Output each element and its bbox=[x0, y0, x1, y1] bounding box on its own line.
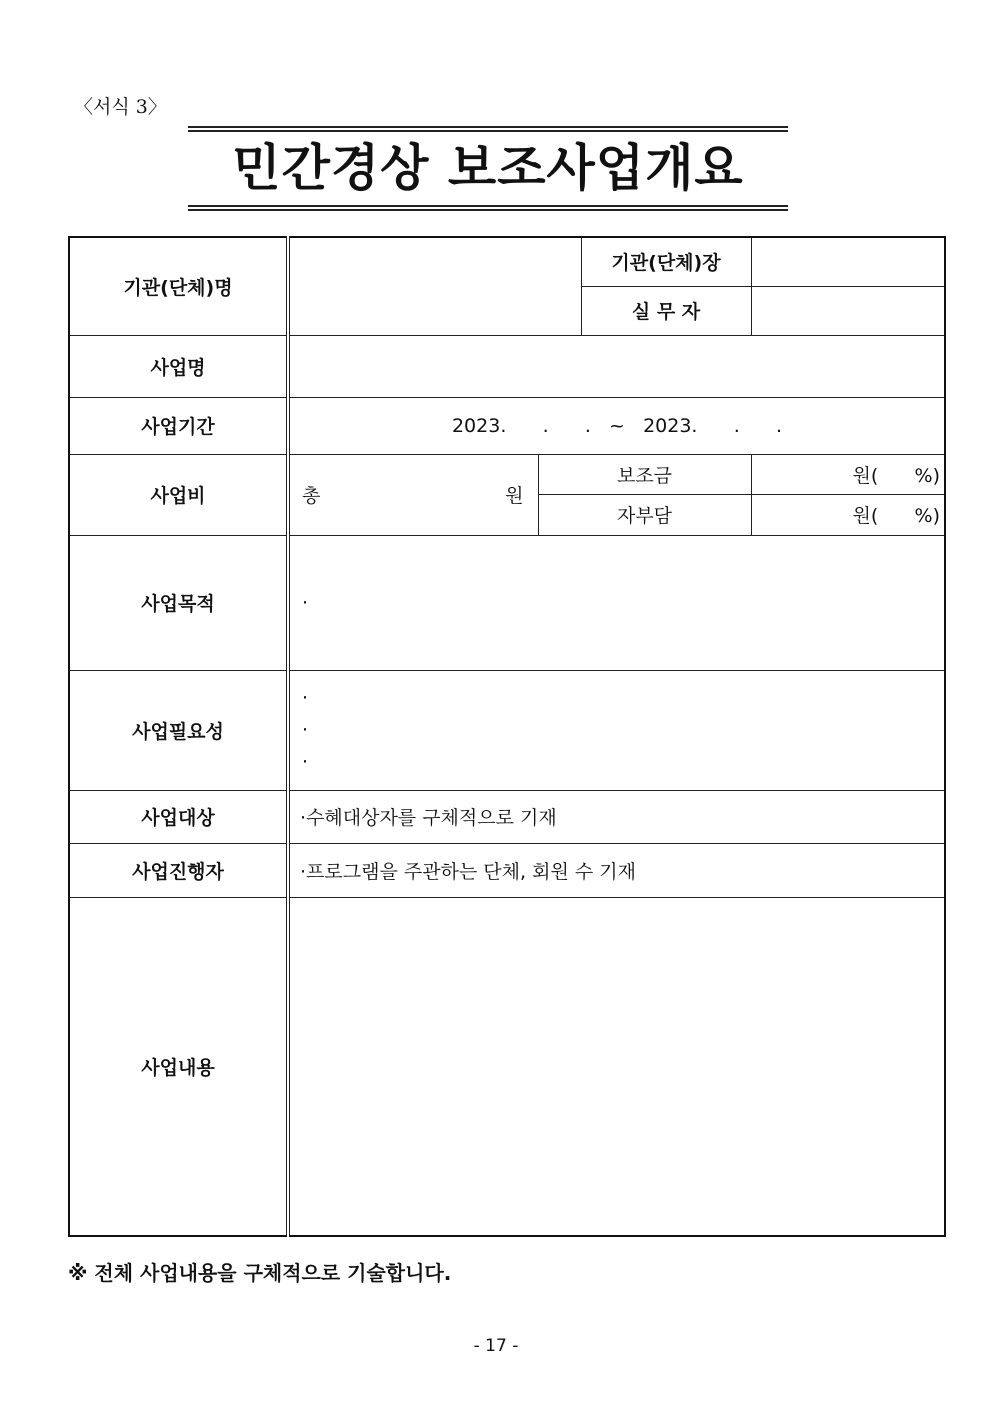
budget-row-subsidy bbox=[69, 454, 945, 494]
necessity-row bbox=[69, 670, 945, 790]
necessity-label: 사업필요성 bbox=[69, 670, 288, 790]
title-bottom-rule-inner bbox=[188, 205, 788, 207]
overview-form-table bbox=[68, 236, 946, 1237]
target-row bbox=[69, 790, 945, 843]
org-name-field[interactable] bbox=[288, 237, 581, 335]
staff-field[interactable] bbox=[751, 286, 945, 335]
title-top-rule-inner bbox=[188, 130, 788, 132]
project-name-row bbox=[69, 335, 945, 397]
content-label: 사업내용 bbox=[69, 897, 288, 1236]
instruction-note: ※ 전체 사업내용을 구체적으로 기술합니다. bbox=[68, 1261, 452, 1285]
target-label: 사업대상 bbox=[69, 790, 288, 843]
necessity-line: · bbox=[302, 751, 309, 773]
purpose-line: · bbox=[302, 591, 309, 614]
necessity-line: · bbox=[302, 687, 309, 709]
total-prefix: 총 bbox=[302, 485, 321, 507]
period-row bbox=[69, 397, 945, 454]
period-field[interactable]: 2023. . . ~ 2023. . . bbox=[288, 397, 945, 454]
project-name-field[interactable] bbox=[288, 335, 945, 397]
operator-label: 사업진행자 bbox=[69, 843, 288, 897]
necessity-field[interactable] bbox=[288, 670, 945, 790]
total-unit: 원 bbox=[505, 485, 524, 507]
org-head-field[interactable] bbox=[751, 237, 945, 286]
page-title: 민간경상 보조사업개요 bbox=[232, 139, 744, 197]
operator-field[interactable]: ·프로그램을 주관하는 단체, 회원 수 기재 bbox=[288, 843, 945, 897]
form-number-label: 〈서식 3〉 bbox=[74, 96, 167, 118]
budget-label: 사업비 bbox=[69, 454, 288, 535]
staff-label: 실 무 자 bbox=[581, 286, 751, 335]
self-funding-amount-field[interactable]: 원( %) bbox=[751, 494, 945, 535]
org-head-label: 기관(단체)장 bbox=[581, 237, 751, 286]
org-row bbox=[69, 237, 945, 286]
title-bottom-rule bbox=[188, 209, 788, 211]
subsidy-label: 보조금 bbox=[538, 454, 751, 494]
purpose-label: 사업목적 bbox=[69, 535, 288, 670]
org-name-label: 기관(단체)명 bbox=[69, 237, 288, 335]
content-row bbox=[69, 897, 945, 1236]
total-budget-field[interactable] bbox=[288, 454, 538, 535]
operator-row bbox=[69, 843, 945, 897]
period-label: 사업기간 bbox=[69, 397, 288, 454]
target-field[interactable]: ·수혜대상자를 구체적으로 기재 bbox=[288, 790, 945, 843]
necessity-line: · bbox=[302, 719, 309, 741]
page-number: - 17 - bbox=[473, 1336, 519, 1356]
purpose-row bbox=[69, 535, 945, 670]
purpose-field[interactable] bbox=[288, 535, 945, 670]
content-field[interactable] bbox=[288, 897, 945, 1236]
project-name-label: 사업명 bbox=[69, 335, 288, 397]
self-funding-label: 자부담 bbox=[538, 494, 751, 535]
title-top-rule bbox=[188, 126, 788, 128]
subsidy-amount-field[interactable]: 원( %) bbox=[751, 454, 945, 494]
